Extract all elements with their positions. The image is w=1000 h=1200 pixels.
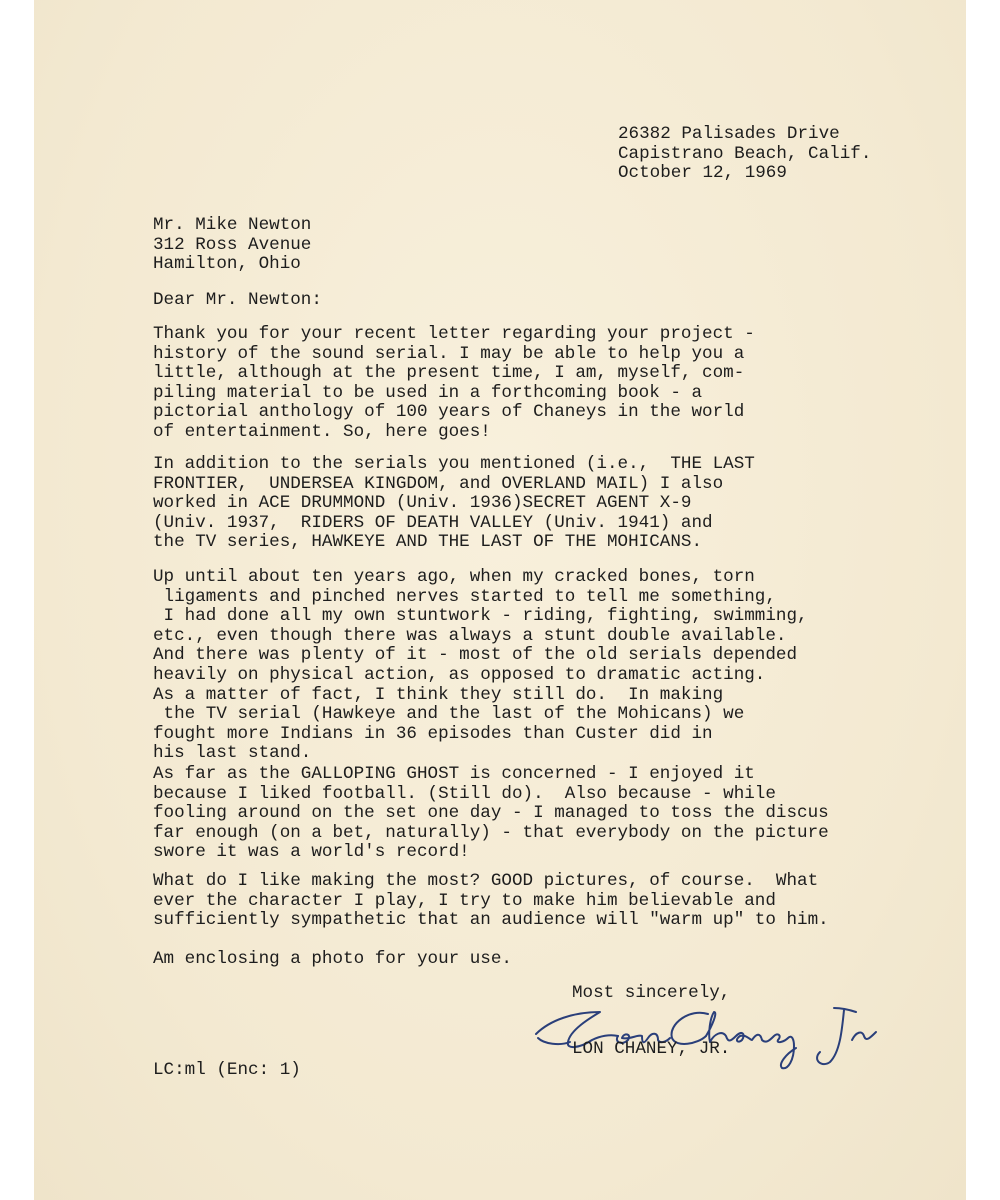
paragraph-2	[153, 455, 755, 553]
paragraph-6	[153, 950, 512, 970]
text-line: because I liked football. (Still do). Also because - while	[153, 783, 776, 804]
salutation: Dear Mr. Newton:	[153, 290, 322, 310]
reference-initials: LC:ml (Enc: 1)	[153, 1060, 301, 1080]
text-line: far enough (on a bet, naturally) - that everybody on the picture	[153, 822, 829, 843]
text-line: As far as the GALLOPING GHOST is concerned - I enjoyed it	[153, 764, 755, 784]
text-line: Am enclosing a photo for your use.	[153, 949, 512, 969]
address-line: Capistrano Beach, Calif.	[618, 143, 872, 164]
text-line: FRONTIER, UNDERSEA KINGDOM, and OVERLAND MAIL) I also	[153, 473, 724, 494]
text-line: ligaments and pinched nerves started to tell me something,	[153, 586, 776, 607]
recipient-address	[153, 216, 311, 275]
recipient-city: Hamilton, Ohio	[153, 254, 301, 275]
text-line: etc., even though there was always a stunt double available.	[153, 625, 787, 646]
letter-date: October 12, 1969	[618, 163, 787, 184]
text-line: piling material to be used in a forthcoming book - a	[153, 382, 703, 403]
text-line: his last stand.	[153, 743, 312, 764]
text-line: ever the character I play, I try to make him believable and	[153, 890, 776, 911]
text-line: history of the sound serial. I may be able to help you a	[153, 343, 745, 364]
text-line: Thank you for your recent letter regarding your project -	[153, 324, 755, 344]
text-line: pictorial anthology of 100 years of Chaneys in the world	[153, 402, 745, 423]
text-line: And there was plenty of it - most of the old serials depended	[153, 645, 798, 666]
text-line: swore it was a world's record!	[153, 842, 470, 863]
handwritten-signature	[530, 990, 890, 1080]
text-line: the TV series, HAWKEYE AND THE LAST OF THE MOHICANS.	[153, 532, 703, 553]
text-line: little, although at the present time, I am, myself, com-	[153, 363, 745, 384]
text-line: fooling around on the set one day - I managed to toss the discus	[153, 803, 829, 824]
recipient-name: Mr. Mike Newton	[153, 215, 312, 235]
address-line: 26382 Palisades Drive	[618, 124, 840, 144]
text-line: As a matter of fact, I think they still do. In making	[153, 684, 724, 705]
text-line: What do I like making the most? GOOD pictures, of course. What	[153, 871, 819, 891]
text-line: of entertainment. So, here goes!	[153, 421, 491, 442]
text-line: Up until about ten years ago, when my cracked bones, torn	[153, 567, 755, 587]
text-line: the TV serial (Hawkeye and the last of the Mohicans) we	[153, 704, 745, 725]
text-line: heavily on physical action, as opposed to dramatic acting.	[153, 664, 766, 685]
closing: Most sincerely,	[572, 983, 731, 1003]
text-line: fought more Indians in 36 episodes than Custer did in	[153, 723, 713, 744]
text-line: sufficiently sympathetic that an audience will "warm up" to him.	[153, 910, 829, 931]
text-line: I had done all my own stuntwork - riding, fighting, swimming,	[153, 606, 808, 627]
recipient-street: 312 Ross Avenue	[153, 234, 312, 255]
text-line: (Univ. 1937, RIDERS OF DEATH VALLEY (Univ. 1941) and	[153, 512, 713, 533]
typed-signature-name: LON CHANEY, JR.	[572, 1039, 731, 1059]
text-line: In addition to the serials you mentioned (i.e., THE LAST	[153, 454, 755, 474]
paragraph-3	[153, 568, 808, 764]
paragraph-4	[153, 765, 829, 863]
text-line: worked in ACE DRUMMOND (Univ. 1936)SECRET AGENT X-9	[153, 493, 692, 514]
paragraph-5	[153, 872, 829, 931]
sender-address	[618, 125, 871, 184]
paragraph-1	[153, 325, 755, 443]
